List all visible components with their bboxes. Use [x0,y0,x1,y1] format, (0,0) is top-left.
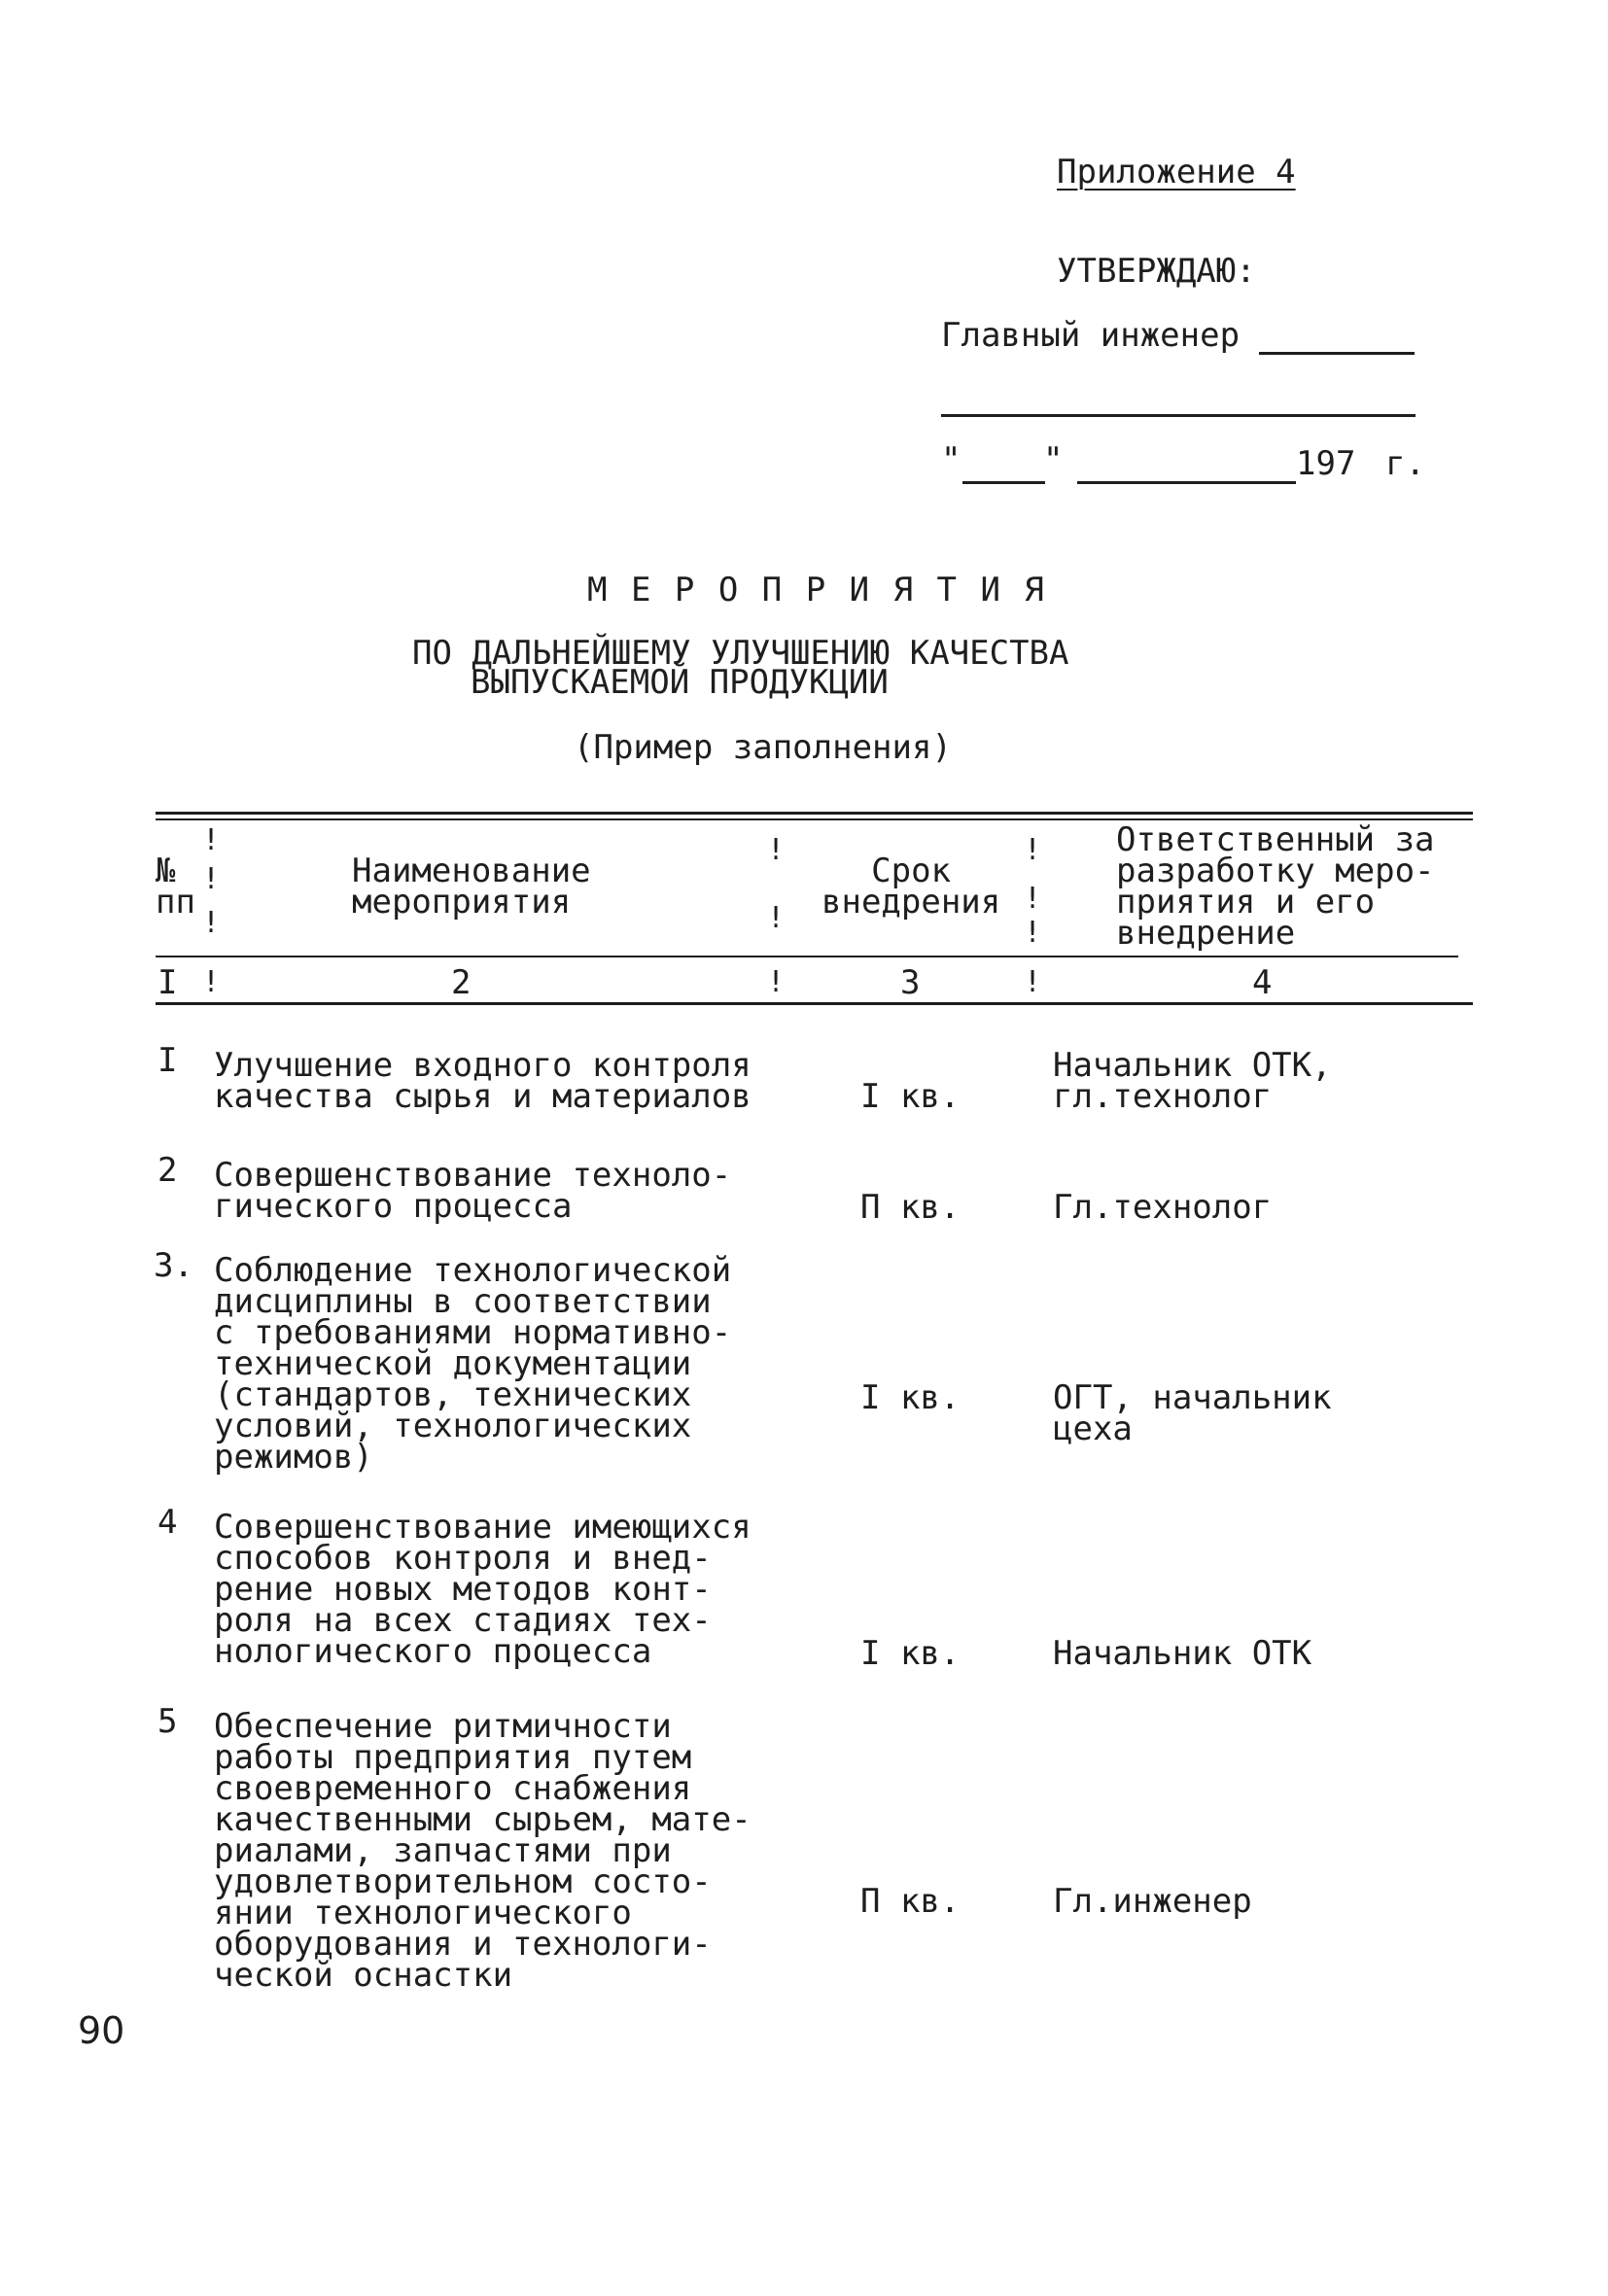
example-note: (Пример заполнения) [574,728,952,767]
row-deadline: I кв. [860,1634,961,1673]
sep-col1-a: ! [202,823,221,857]
appendix-label: Приложение 4 [1057,153,1296,191]
sep-num-2: ! [767,965,786,999]
colnum-4: 4 [1252,963,1273,1002]
name-line [941,414,1416,417]
sep-col3-a: ! [1024,833,1042,867]
colnum-1: I [157,963,178,1002]
sep-col1-c: ! [202,906,221,940]
row-name: Улучшение входного контроля качества сырья и материалов [214,1046,752,1116]
sep-col2-a: ! [767,833,786,867]
sep-col2-b: ! [767,901,786,935]
row-num: 3. [154,1246,193,1285]
row-num: 5 [157,1702,178,1741]
colnum-3: 3 [900,963,921,1002]
row-num: 2 [157,1151,178,1190]
signature-line [1259,352,1415,355]
subtitle-line-1: ПО ДАЛЬНЕЙШЕМУ УЛУЧШЕНИЮ КАЧЕСТВА [412,634,1069,673]
year-prefix: 197 [1296,444,1356,483]
sep-col3-b: ! [1024,882,1042,916]
date-close-quote: " [1043,440,1064,479]
row-num: I [157,1041,178,1080]
colnum-2: 2 [451,963,472,1002]
row-name: Соблюдение технологической дисциплины в соответствии с требованиями нормативно- технической документации (стандартов, технических условий, технологических режимов) [214,1251,732,1477]
day-blank [962,481,1045,484]
header-deadline: Срок внедрения [821,852,1001,922]
sep-num-3: ! [1024,965,1042,999]
subtitle-line-2: ВЫПУСКАЕМОЙ ПРОДУКЦИИ [471,663,889,702]
row-name: Обеспечение ритмичности работы предприятия путем своевременного снабжения качественными сырьем, мате- риалами, запчастями при удовлетворительном состо- янии технологического оборудования и технологи- ческой оснастки [214,1707,752,1995]
row-responsible: ОГТ, начальник цеха [1053,1378,1332,1448]
row-responsible: Гл.технолог [1053,1188,1273,1227]
sep-col3-c: ! [1024,916,1042,950]
page-number: 90 [78,2009,125,2052]
row-deadline: П кв. [860,1882,961,1921]
position-label: Главный инженер [941,316,1241,355]
row-responsible: Гл.инженер [1053,1882,1252,1921]
row-deadline: П кв. [860,1188,961,1227]
header-bottom-rule [156,956,1458,957]
row-name: Совершенствование техноло- гического процесса [214,1156,732,1226]
year-unit: г. [1385,444,1425,483]
sep-num-1: ! [202,965,221,999]
row-name: Совершенствование имеющихся способов контроля и внед- рение новых методов конт- роля на всех стадиях тех- нологического процесса [214,1508,752,1671]
date-open-quote: " [941,440,961,479]
header-num: № пп [156,852,195,922]
row-deadline: I кв. [860,1378,961,1417]
header-responsible: Ответственный за разработку меро- приятия и его внедрение [1116,820,1435,953]
row-deadline: I кв. [860,1077,961,1116]
approval-label: УТВЕРЖДАЮ: [1057,252,1256,291]
document-title: М Е Р О П Р И Я Т И Я [587,571,1046,609]
row-responsible: Начальник ОТК, гл.технолог [1053,1046,1332,1116]
sep-col1-b: ! [202,862,221,896]
row-responsible: Начальник ОТК [1053,1634,1312,1673]
month-blank [1077,481,1296,484]
table-top-rule [156,812,1473,815]
header-name: Наименование мероприятия [352,852,591,922]
colnum-bottom-rule [156,1002,1473,1005]
row-num: 4 [157,1503,178,1542]
